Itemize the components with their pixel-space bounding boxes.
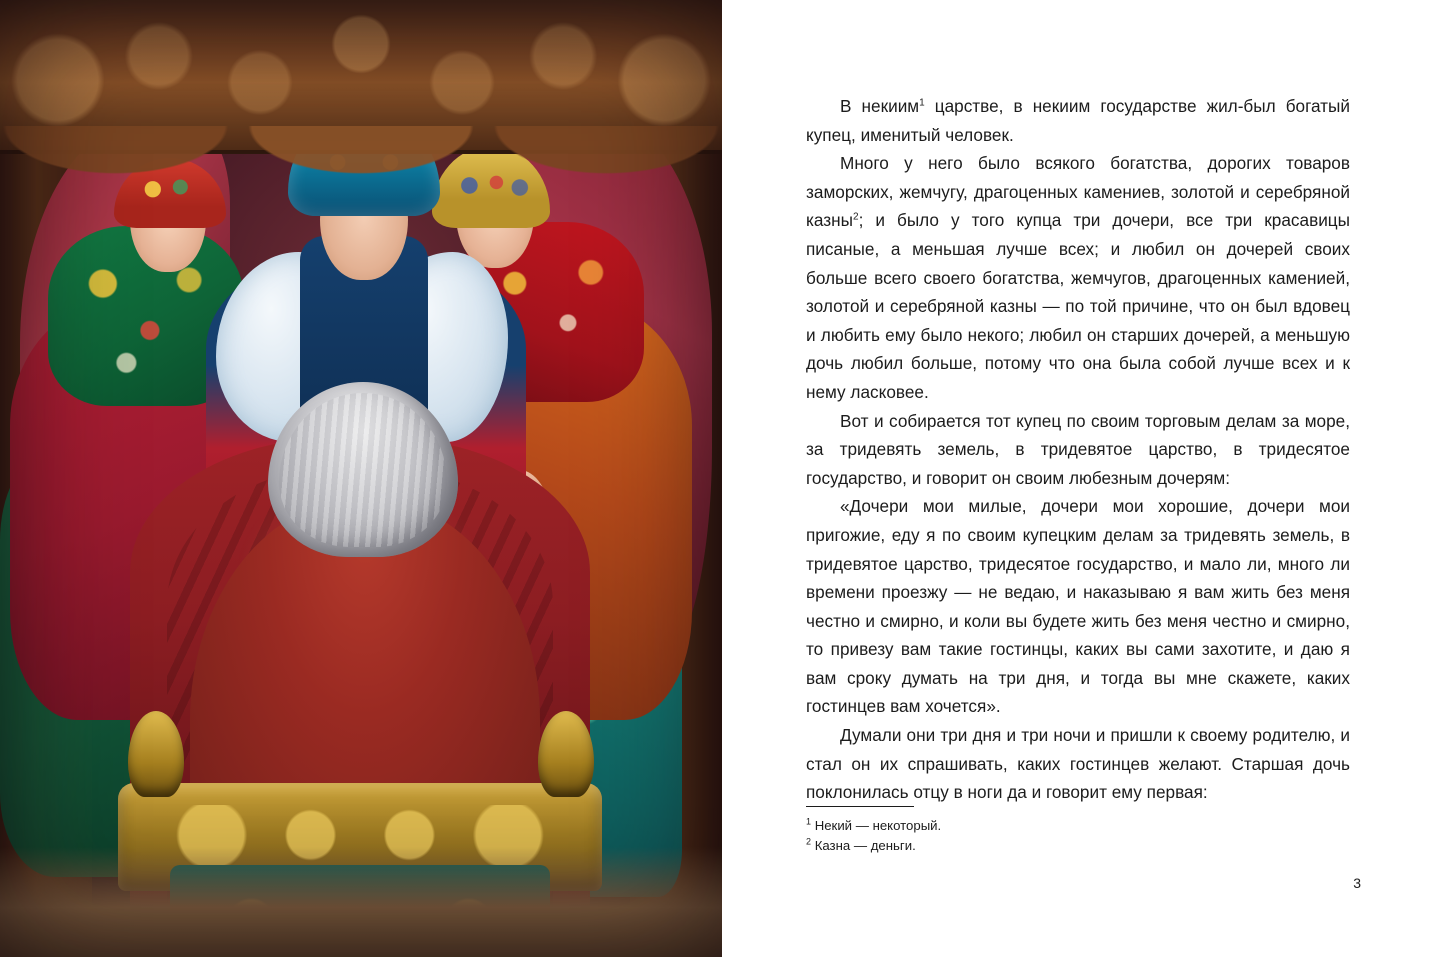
footnote-item [806,836,1350,856]
paragraph: «Дочери мои милые, дочери мои хорошие, дочери мои пригожие, еду я по своим купецким делам за тридевять земель, в тридевятое царство, тридесятое государство, и мало ли, много ли времени проезжу — не ведаю, и наказываю я вам жить без меня честно и смирно, и коли вы будете жить без меня честно и смирно, то привезу вам такие гостинцы, каких вы сами захотите, и даю я вам сроку думать на три дня, и тогда вы мне скажете, каких гостинцев вам хочется». [806,496,1350,717]
footnote-text: Некий — некоторый. [814,818,942,833]
footnote-marker: 1 [806,816,812,827]
carved-arch [0,0,722,154]
paragraph: Вот и собирается тот купец по своим торговым делам за море, за тридевять земель, в тридевятое царство, в тридесятое государство, и говорит он своим любезным дочерям: [806,410,1350,488]
footnote-marker: 2 [806,836,812,847]
paragraph: В некиим$^1$ царстве, в некиим государстве жил-был богатый купец, именитый человек. [806,96,1351,145]
footnotes-block [806,806,1350,856]
paragraph: Много у него было всякого богатства, дорогих товаров заморских, жемчугу, драгоценных камениев, золотой и серебряной казны$^2$; и было у того купца три дочери, все три красавицы писаные, а меньшая лучше всех; и любил он дочерей своих больше всего своего богатства, жемчугов, драгоценных каменией, золотой и серебряной казны — по той причине, что он был вдовец и любить ему было некого; любил он старших дочерей, а меньшую дочь любил больше, потому что она была собой лучше всех и к нему ласковее. [806,153,1350,402]
footnote-item [806,816,1350,836]
footnote-rule [806,806,914,807]
illustration-page [0,0,722,957]
body-text-column [806,92,1350,807]
page-number: 3 [1353,875,1361,891]
text-page [722,0,1445,957]
paragraph: Думали они три дня и три ночи и пришли к своему родителю, и стал он их спрашивать, каких гостинцев желают. Старшая дочь поклонилась отцу в ноги да и говорит ему первая: [806,725,1350,803]
floor [0,847,722,957]
arch-carving-pattern [0,8,722,128]
footnote-text: Казна — деньги. [814,838,916,853]
